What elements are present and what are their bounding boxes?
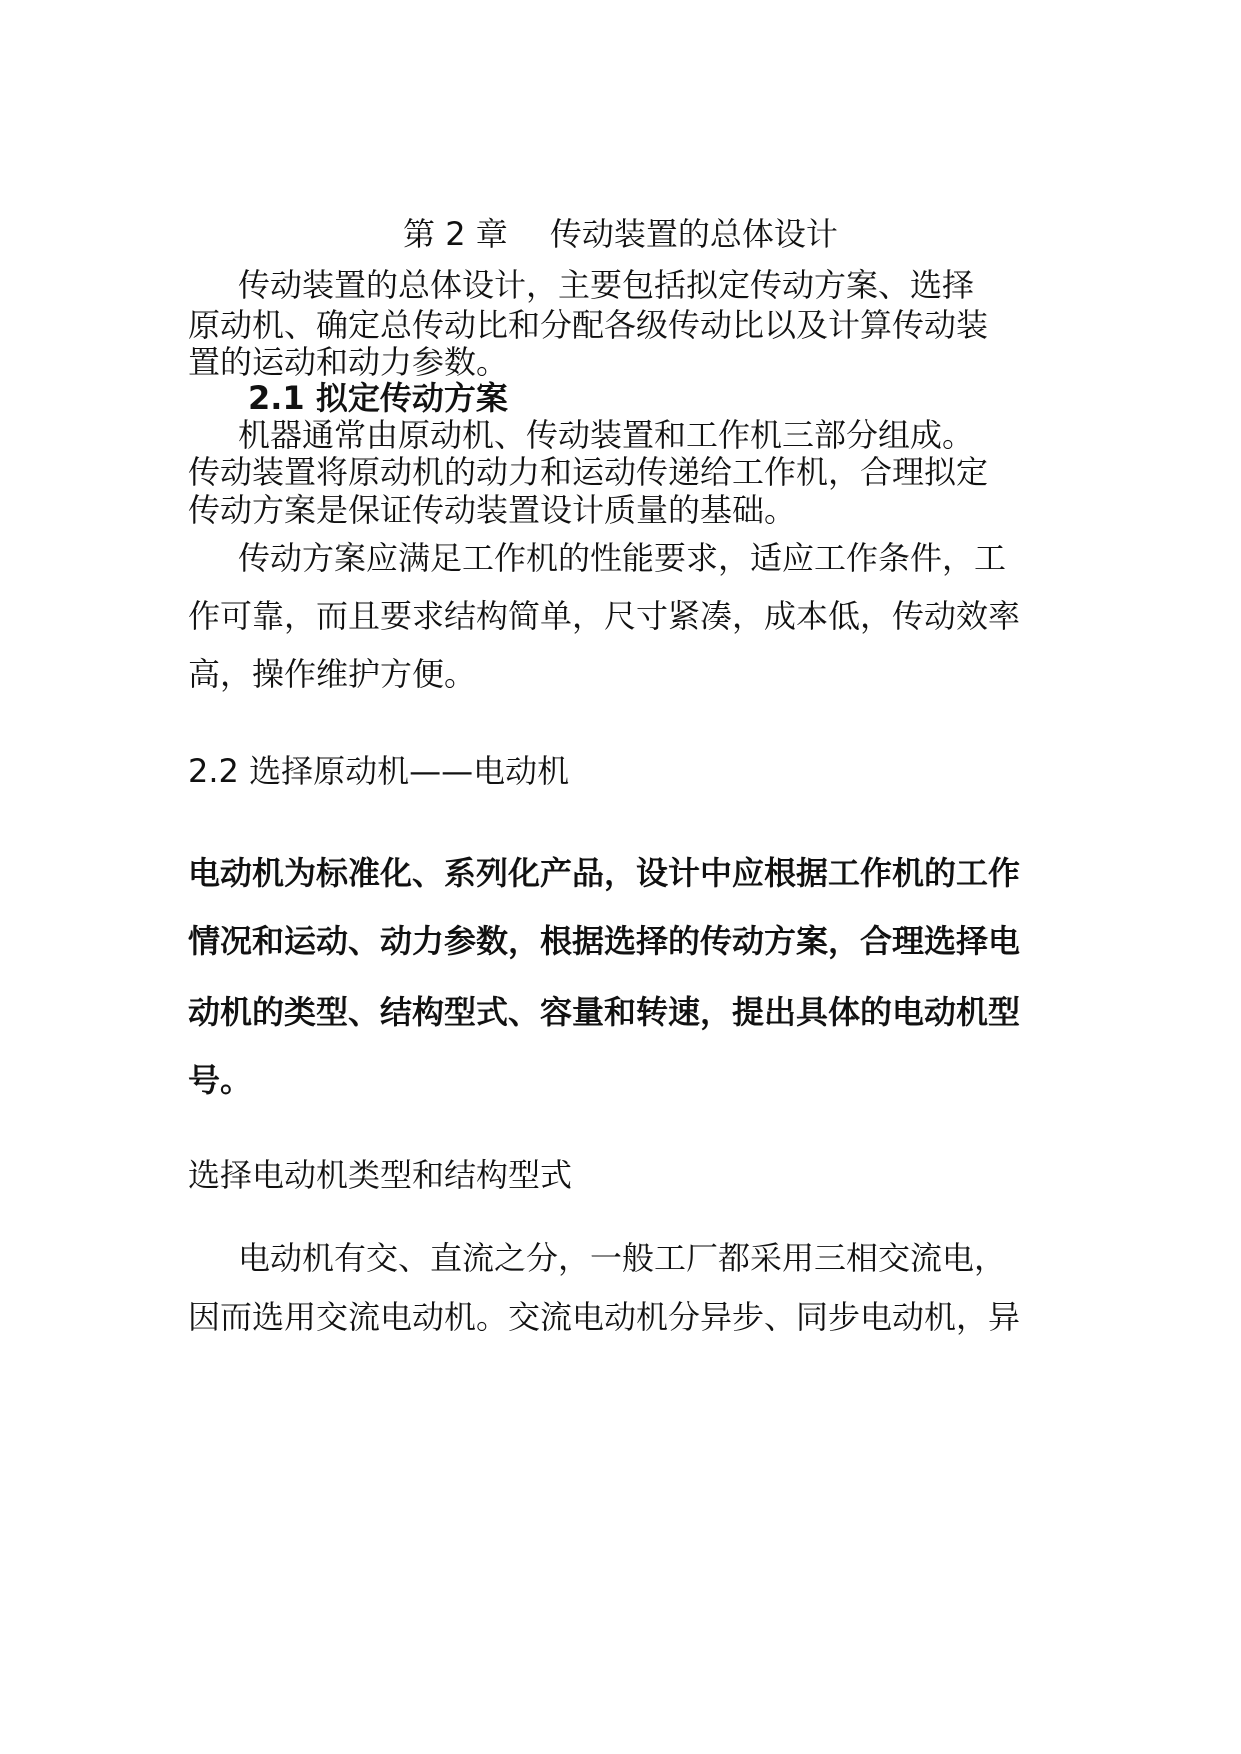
section-2-1-para2-line-3: 高，操作维护方便。	[188, 655, 477, 693]
motor-para-line-1: 电动机有交、直流之分，一般工厂都采用三相交流电，	[238, 1239, 1007, 1277]
section-2-1-heading: 2.1 拟定传动方案	[248, 379, 508, 417]
section-2-1-para1-line-2: 传动装置将原动机的动力和运动传递给工作机，合理拟定	[188, 453, 989, 491]
intro-line-1: 传动装置的总体设计，主要包括拟定传动方案、选择	[238, 266, 975, 304]
section-2-1-para1-line-3: 传动方案是保证传动装置设计质量的基础。	[188, 491, 797, 529]
section-2-2-bold-line-2: 情况和运动、动力参数，根据选择的传动方案，合理选择电	[188, 922, 1021, 960]
intro-line-3: 置的运动和动力参数。	[188, 343, 509, 381]
section-2-2-heading: 2.2 选择原动机——电动机	[188, 752, 570, 790]
section-2-1-para1-line-1: 机器通常由原动机、传动装置和工作机三部分组成。	[238, 416, 975, 454]
motor-para-line-2: 因而选用交流电动机。交流电动机分异步、同步电动机，异	[188, 1298, 1021, 1336]
chapter-title: 第 2 章 传动装置的总体设计	[403, 215, 838, 253]
section-2-2-bold-line-1: 电动机为标准化、系列化产品，设计中应根据工作机的工作	[188, 854, 1021, 892]
section-2-2-bold-line-4: 号。	[188, 1061, 253, 1099]
intro-line-2: 原动机、确定总传动比和分配各级传动比以及计算传动装	[188, 306, 989, 344]
motor-type-subheading: 选择电动机类型和结构型式	[188, 1156, 573, 1194]
section-2-1-para2-line-1: 传动方案应满足工作机的性能要求，适应工作条件，工	[238, 539, 1007, 577]
section-2-1-para2-line-2: 作可靠，而且要求结构简单，尺寸紧凑，成本低，传动效率	[188, 597, 1021, 635]
section-2-2-bold-line-3: 动机的类型、结构型式、容量和转速，提出具体的电动机型	[188, 993, 1021, 1031]
